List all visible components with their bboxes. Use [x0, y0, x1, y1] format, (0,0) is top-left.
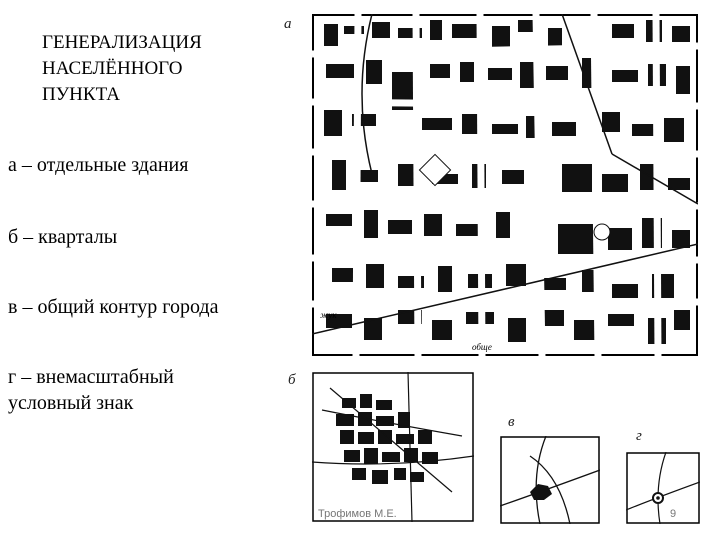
- figure-label-b: б: [288, 372, 296, 388]
- item-text-line-2: условный знак: [8, 392, 134, 414]
- item-off-scale-symbol: [8, 364, 174, 416]
- title-line-1: ГЕНЕРАЛИЗАЦИЯ: [42, 32, 202, 53]
- slide-title: [42, 30, 272, 108]
- item-city-outline: [8, 294, 219, 320]
- map-a-label-1: жук: [320, 310, 337, 320]
- title-line-3: ПУНКТА: [42, 84, 120, 105]
- item-individual-buildings: [8, 152, 188, 178]
- item-text: в – общий контур города: [8, 296, 219, 318]
- item-text-line-1: г – внемасштабный: [8, 366, 174, 388]
- item-blocks: [8, 224, 117, 250]
- title-line-2: НАСЕЛЁННОГО: [42, 58, 183, 79]
- map-a-buildings: [312, 14, 698, 356]
- figure-label-a: а: [284, 16, 292, 32]
- figure-label-g: г: [636, 428, 642, 444]
- page-number: 9: [670, 508, 677, 520]
- map-v-outline: [500, 436, 600, 524]
- item-text: б – кварталы: [8, 226, 118, 248]
- item-text: а – отдельные здания: [8, 154, 189, 176]
- footer-author: Трофимов М.Е.: [318, 508, 397, 520]
- map-a-label-2: обще: [472, 342, 492, 352]
- map-g-symbol: [626, 452, 700, 524]
- map-b-blocks: [312, 372, 474, 522]
- figure-label-v: в: [508, 414, 515, 430]
